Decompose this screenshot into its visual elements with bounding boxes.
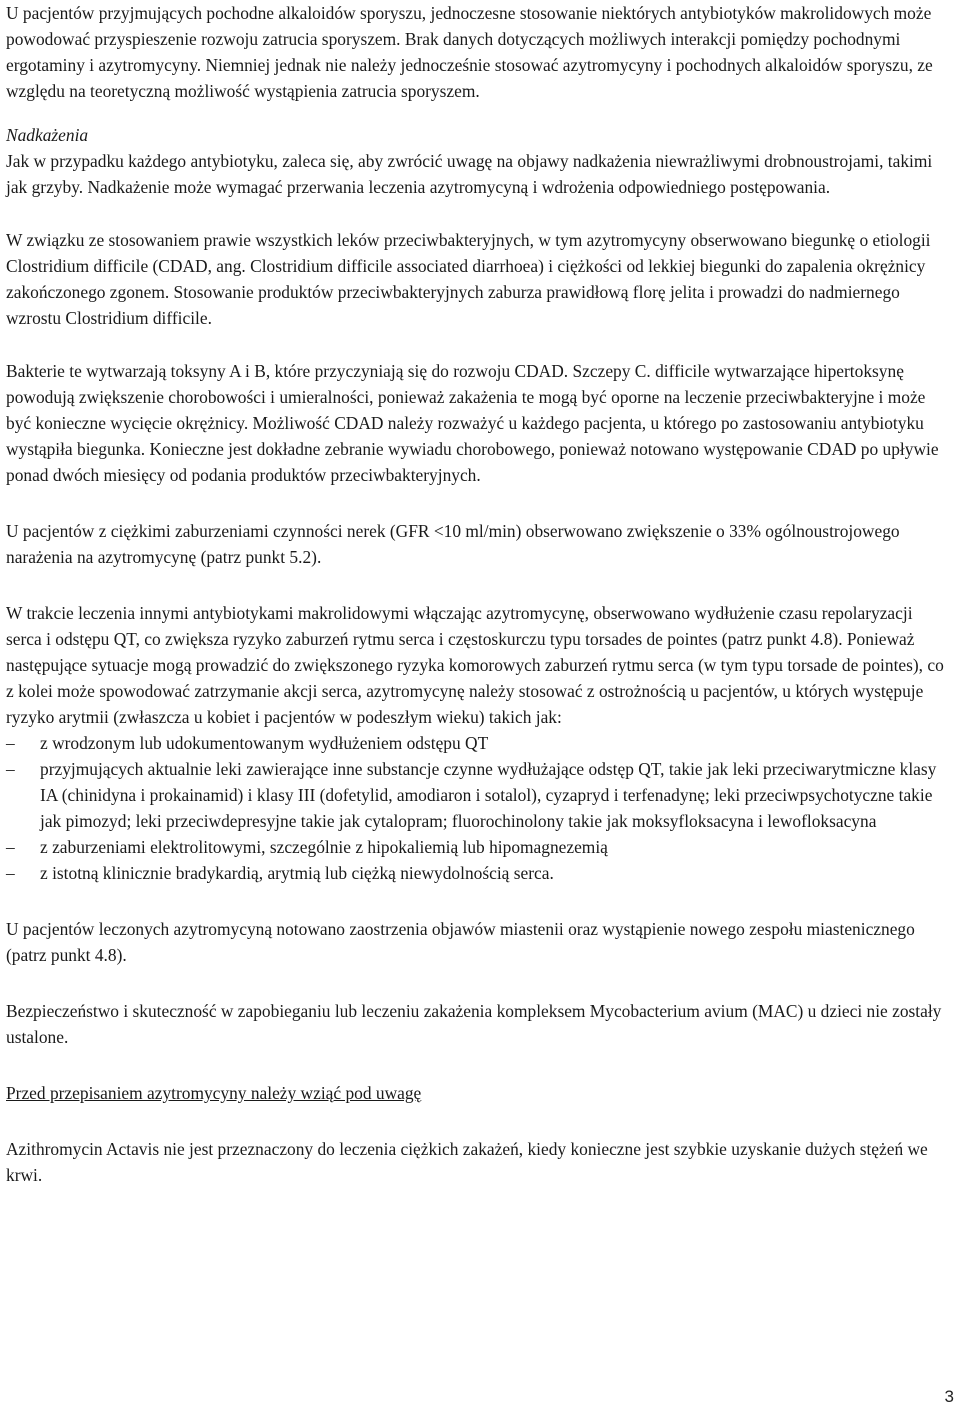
paragraph-cdad-intro: W związku ze stosowaniem prawie wszystkich leków przeciwbakteryjnych, w tym azytromycyny obserwowano biegunkę o etiologii Clostridium difficile (CDAD, ang. Clostridium difficile associated diarrhoea) i ciężkości od lekkiej biegunki do zapalenia okrężnicy zakończonego zgonem. Stosowanie produktów przeciwbakteryjnych zaburza prawidłową florę jelita i prowadzi do nadmiernego wzrostu Clostridium difficile. [6,230,931,328]
heading-before-prescribing: Przed przepisaniem azytromycyny należy wziąć pod uwagę [6,1083,422,1103]
paragraph-ergot-interaction: U pacjentów przyjmujących pochodne alkaloidów sporyszu, jednoczesne stosowanie niektórych antybiotyków makrolidowych może powodować przyspieszenie rozwoju zatrucia sporyszem. Brak danych dotyczących możliwych interakcji pomiędzy pochodnymi ergotaminy i azytromycyny. Niemniej jednak nie należy jednocześnie stosować azytromycyny i pochodnych alkaloidów sporyszu, ze względu na teoretyczną możliwość wystąpienia zatrucia sporyszem. [6,3,933,101]
document-page [6,0,952,1188]
dash-bullet: – [6,733,15,753]
risk-factor-list [6,730,952,886]
page-number: 3 [944,1387,954,1406]
dash-bullet: – [6,837,15,857]
paragraph-renal-impairment: U pacjentów z ciężkimi zaburzeniami czynności nerek (GFR <10 ml/min) obserwowano zwiększenie o 33% ogólnoustrojowego narażenia na azytromycynę (patrz punkt 5.2). [6,521,900,567]
paragraph-cdad-toxins: Bakterie te wytwarzają toksyny A i B, które przyczyniają się do rozwoju CDAD. Szczepy C. difficile wytwarzające hipertoksynę powodują zwiększenie chorobowości i umieralności, ponieważ zakażenia te mogą być oporne na leczenie przeciwbakteryjne i może być konieczne wycięcie okrężnicy. Możliwość CDAD należy rozważyć u każdego pacjenta, u którego po zastosowaniu antybiotyku wystąpiła biegunka. Konieczne jest dokładne zebranie wywiadu chorobowego, ponieważ notowano występowanie CDAD po upływie ponad dwóch miesięcy od podania produktów przeciwbakteryjnych. [6,361,939,485]
list-item-text: z wrodzonym lub udokumentowanym wydłużeniem odstępu QT [40,733,489,753]
dash-bullet: – [6,759,15,779]
list-item-text: z istotną klinicznie bradykardią, arytmią lub ciężką niewydolnością serca. [40,863,554,883]
list-item-text: przyjmujących aktualnie leki zawierające inne substancje czynne wydłużające odstęp QT, takie jak leki przeciwarytmiczne klasy IA (chinidyna i prokainamid) i klasy III (dofetylid, amodiaron i sotalol), cyzapryd i terfenadynę; leki przeciwpsychotyczne takie jak pimozyd; leki przeciwdepresyjne takie jak cytalopram; fluorochinolony takie jak moksyfloksacyna i lewofloksacyna [40,759,937,831]
paragraph-mac-children: Bezpieczeństwo i skuteczność w zapobieganiu lub leczeniu zakażenia kompleksem Mycobacterium avium (MAC) u dzieci nie zostały ustalone. [6,1001,942,1047]
paragraph-qt-prolongation: W trakcie leczenia innymi antybiotykami makrolidowymi włączając azytromycynę, obserwowano wydłużenie czasu repolaryzacji serca i odstępu QT, co zwiększa ryzyko zaburzeń rytmu serca i częstoskurczu typu torsades de pointes (patrz punkt 4.8). Ponieważ następujące sytuacje mogą prowadzić do zwiększonego ryzyka komorowych zaburzeń rytmu serca (w tym typu torsade de pointes), co z kolei może spowodować zatrzymanie akcji serca, azytromycynę należy stosować z ostrożnością u pacjentów, u których występuje ryzyko arytmii (zwłaszcza u kobiet i pacjentów w podeszłym wieku) takich jak: [6,603,944,727]
list-item [6,730,952,756]
dash-bullet: – [6,863,15,883]
list-item [6,834,952,860]
paragraph-superinfections: Jak w przypadku każdego antybiotyku, zaleca się, aby zwrócić uwagę na objawy nadkażenia niewrażliwymi drobnoustrojami, takimi jak grzyby. Nadkażenie może wymagać przerwania leczenia azytromycyną i wdrożenia odpowiedniego postępowania. [6,151,933,197]
list-item [6,860,952,886]
paragraph-severe-infections: Azithromycin Actavis nie jest przeznaczony do leczenia ciężkich zakażeń, kiedy konieczne jest szybkie uzyskanie dużych stężeń we krwi. [6,1139,928,1185]
list-item-text: z zaburzeniami elektrolitowymi, szczególnie z hipokaliemią lub hipomagnezemią [40,837,608,857]
paragraph-myasthenia: U pacjentów leczonych azytromycyną notowano zaostrzenia objawów miastenii oraz wystąpienie nowego zespołu miastenicznego (patrz punkt 4.8). [6,919,915,965]
list-item [6,756,952,834]
heading-superinfections: Nadkażenia [6,125,89,145]
